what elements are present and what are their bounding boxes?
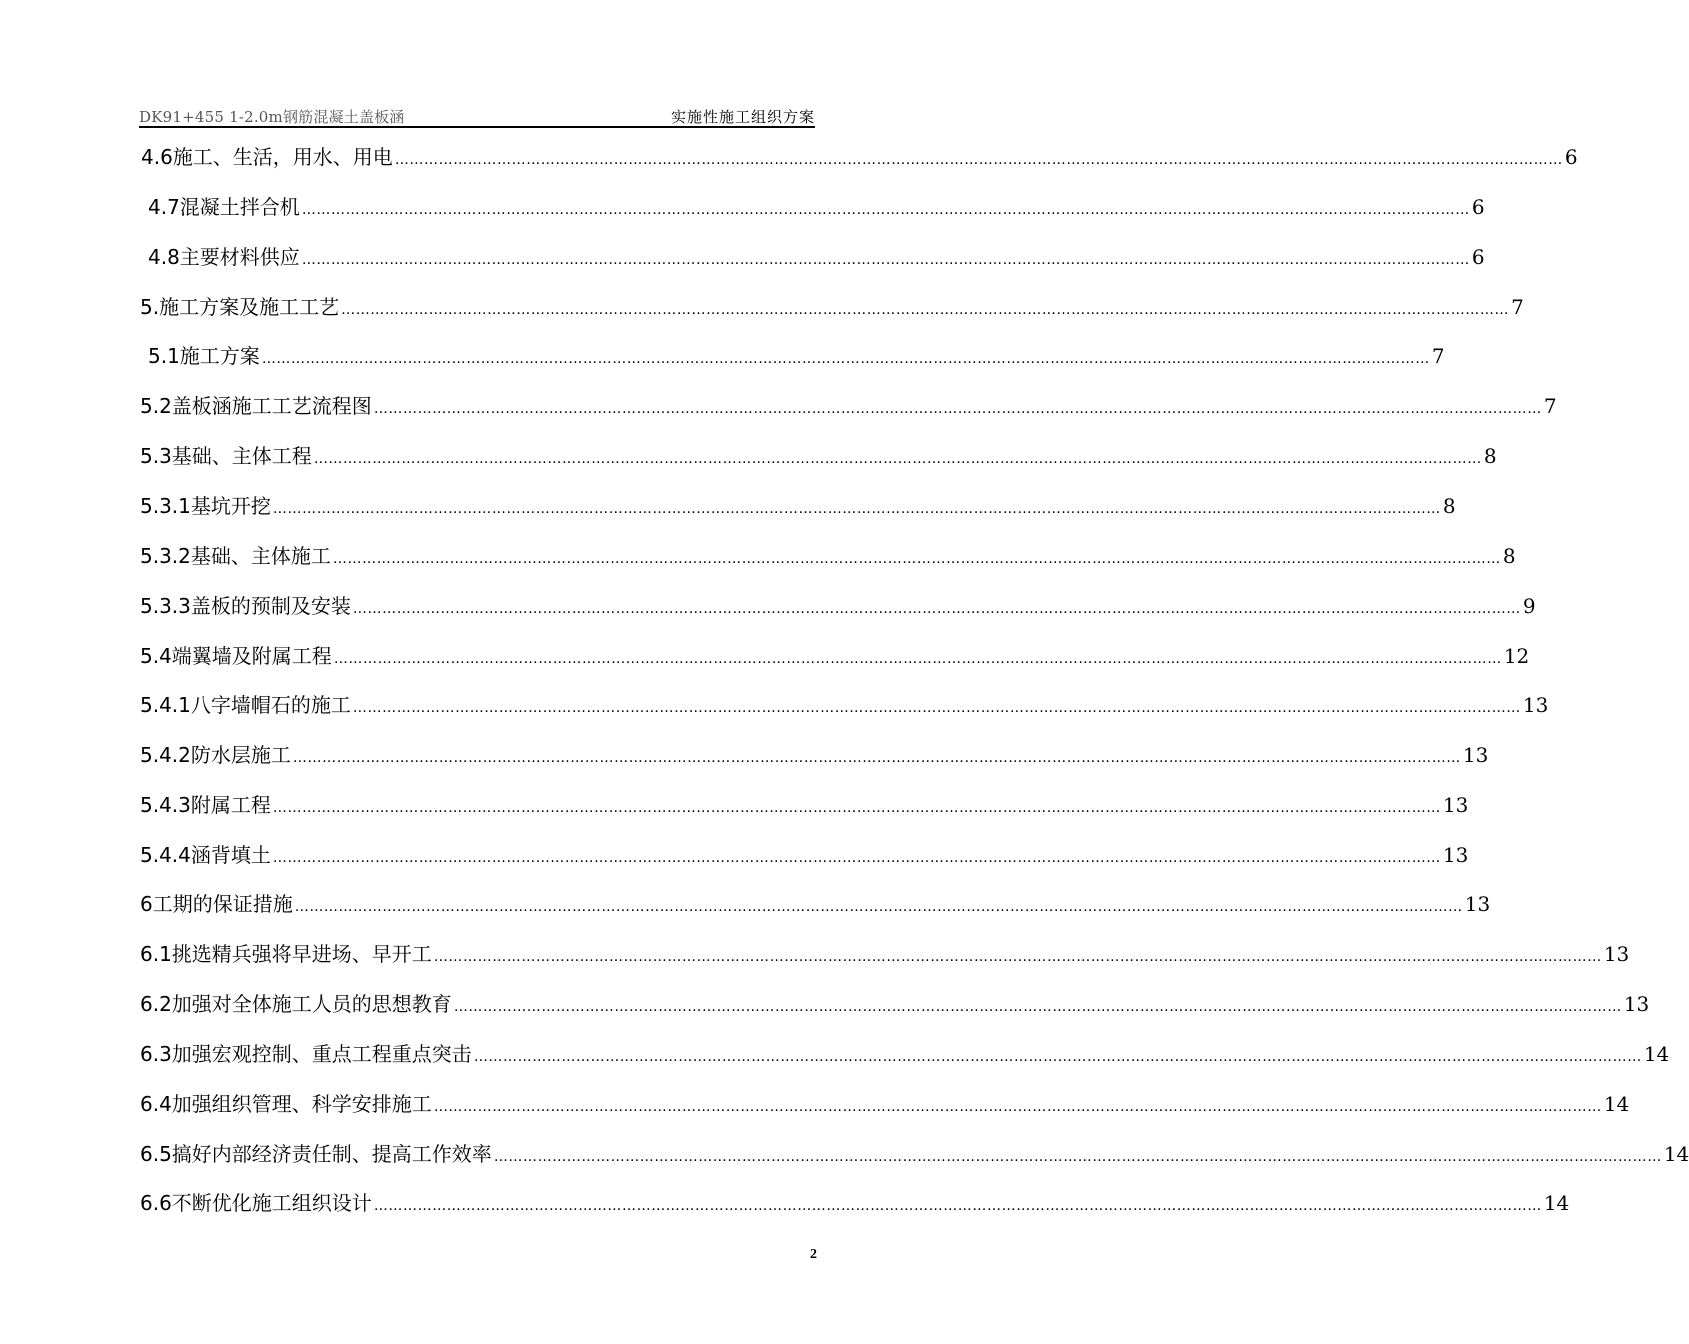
toc-entry-page: 13 [1462,743,1489,767]
toc-entry-page: 6 [1564,145,1578,169]
toc-entry-title: 6.3加强宏观控制、重点工程重点突击 [140,1042,472,1066]
toc-entry [140,1189,1570,1217]
header-document-title: DK91+455 1-2.0m钢筋混凝土盖板涵 [139,108,405,126]
toc-leader-dots: …………………………………………………………………………………………………………………………………………………………………………………………………………………… [333,651,1502,667]
toc-leader-dots: …………………………………………………………………………………………………………………………………………………………………………………………………………………… [352,700,1521,716]
toc-entry-page: 6 [1471,245,1485,269]
toc-entry-page: 8 [1442,494,1456,518]
toc-entry [141,143,1578,171]
toc-leader-dots: …………………………………………………………………………………………………………………………………………………………………………………………………………………… [373,1198,1542,1214]
toc-entry [140,841,1469,869]
toc-leader-dots: …………………………………………………………………………………………………………………………………………………………………………………………………………………… [493,1149,1662,1165]
toc-entry-page: 13 [1442,793,1469,817]
toc-leader-dots: …………………………………………………………………………………………………………………………………………………………………………………………………………………… [373,401,1542,417]
toc-entry [148,193,1485,221]
toc-entry-page: 13 [1623,992,1650,1016]
toc-entry [140,940,1630,968]
page-number: 2 [810,1247,817,1262]
toc-entry-title: 5.3.2基础、主体施工 [140,544,331,568]
toc-entry-page: 7 [1431,344,1445,368]
toc-entry [140,642,1530,670]
toc-entry [140,890,1491,918]
toc-entry-page: 7 [1511,295,1524,319]
toc-entry-title: 5.2盖板涵施工工艺流程图 [140,394,372,418]
toc-leader-dots: …………………………………………………………………………………………………………………………………………………………………………………………………………………… [433,949,1602,965]
toc-entry-page: 8 [1502,544,1516,568]
toc-entry [140,542,1516,570]
toc-entry [140,592,1536,620]
toc-leader-dots: …………………………………………………………………………………………………………………………………………………………………………………………………………………… [292,750,1461,766]
toc-entry [148,342,1445,370]
toc-entry-title: 4.6施工、生活，用水、用电 [141,145,393,169]
toc-leader-dots: …………………………………………………………………………………………………………………………………………………………………………………………………………………… [433,1099,1602,1115]
toc-entry [140,492,1456,520]
toc-entry-page: 14 [1663,1142,1689,1166]
toc-entry-page: 13 [1442,843,1469,867]
toc-entry [140,442,1497,470]
toc-entry [140,1140,1689,1168]
toc-entry-title: 6.2加强对全体施工人员的思想教育 [140,992,452,1016]
toc-leader-dots: …………………………………………………………………………………………………………………………………………………………………………………………………………………… [294,899,1463,915]
toc-entry [140,791,1469,819]
toc-entry [140,691,1549,719]
toc-leader-dots: …………………………………………………………………………………………………………………………………………………………………………………………………………………… [394,152,1563,168]
toc-entry [140,1040,1670,1068]
toc-leader-dots: …………………………………………………………………………………………………………………………………………………………………………………………………………………… [301,202,1470,218]
toc-entry-page: 8 [1483,444,1497,468]
toc-entry-title: 6.1挑选精兵强将早进场、早开工 [140,942,432,966]
toc-leader-dots: …………………………………………………………………………………………………………………………………………………………………………………………………………………… [272,800,1441,816]
toc-entry-title: 6工期的保证措施 [140,892,293,916]
toc-entry-title: 5.3.3盖板的预制及安装 [140,594,351,618]
toc-leader-dots: …………………………………………………………………………………………………………………………………………………………………………………………………………………… [313,451,1482,467]
toc-entry-title: 5.3基础、主体工程 [140,444,312,468]
toc-leader-dots: …………………………………………………………………………………………………………………………………………………………………………………………………………………… [301,252,1470,268]
toc-leader-dots: …………………………………………………………………………………………………………………………………………………………………………………………………………………… [352,601,1521,617]
toc-entry [140,293,1524,321]
toc-entry-page: 14 [1643,1042,1670,1066]
toc-leader-dots: …………………………………………………………………………………………………………………………………………………………………………………………………………………… [473,1049,1642,1065]
toc-entry-page: 7 [1543,394,1557,418]
toc-entry-title: 5.3.1基坑开挖 [140,494,271,518]
toc-leader-dots: …………………………………………………………………………………………………………………………………………………………………………………………………………………… [453,999,1622,1015]
toc-entry-title: 5.4端翼墙及附属工程 [140,644,332,668]
toc-entry [148,243,1485,271]
toc-entry-title: 6.4加强组织管理、科学安排施工 [140,1092,432,1116]
toc-entry-page: 9 [1522,594,1536,618]
toc-entry-page: 14 [1603,1092,1630,1116]
toc-entry-page: 14 [1543,1191,1570,1215]
toc-leader-dots: …………………………………………………………………………………………………………………………………………………………………………………………………………………… [261,351,1430,367]
toc-entry-page: 13 [1522,693,1549,717]
toc-leader-dots: …………………………………………………………………………………………………………………………………………………………………………………………………………………… [272,501,1441,517]
toc-entry-title: 5.4.2防水层施工 [140,743,291,767]
toc-entry-title: 5.1施工方案 [148,344,260,368]
toc-entry-title: 5.4.3附属工程 [140,793,271,817]
toc-entry-title: 4.7混凝土拌合机 [148,195,300,219]
toc-entry-title: 5.4.1八字墙帽石的施工 [140,693,351,717]
toc-leader-dots: …………………………………………………………………………………………………………………………………………………………………………………………………………………… [272,850,1441,866]
toc-entry-title: 4.8主要材料供应 [148,245,300,269]
toc-entry-title: 5.施工方案及施工工艺 [140,295,340,319]
toc-entry-title: 6.6不断优化施工组织设计 [140,1191,372,1215]
toc-leader-dots: …………………………………………………………………………………………………………………………………………………………………………………………………………………… [341,302,1510,318]
toc-entry [140,741,1489,769]
toc-entry [140,392,1557,420]
toc-entry-title: 6.5搞好内部经济责任制、提高工作效率 [140,1142,492,1166]
toc-entry-page: 13 [1603,942,1630,966]
toc-entry-page: 12 [1503,644,1530,668]
toc-entry-title: 5.4.4涵背填土 [140,843,271,867]
toc-entry [140,1090,1630,1118]
toc-entry-page: 13 [1464,892,1491,916]
toc-entry-page: 6 [1471,195,1485,219]
toc-leader-dots: …………………………………………………………………………………………………………………………………………………………………………………………………………………… [332,551,1501,567]
header-plan-title: 实施性施工组织方案 [670,108,815,126]
toc-entry [140,990,1650,1018]
